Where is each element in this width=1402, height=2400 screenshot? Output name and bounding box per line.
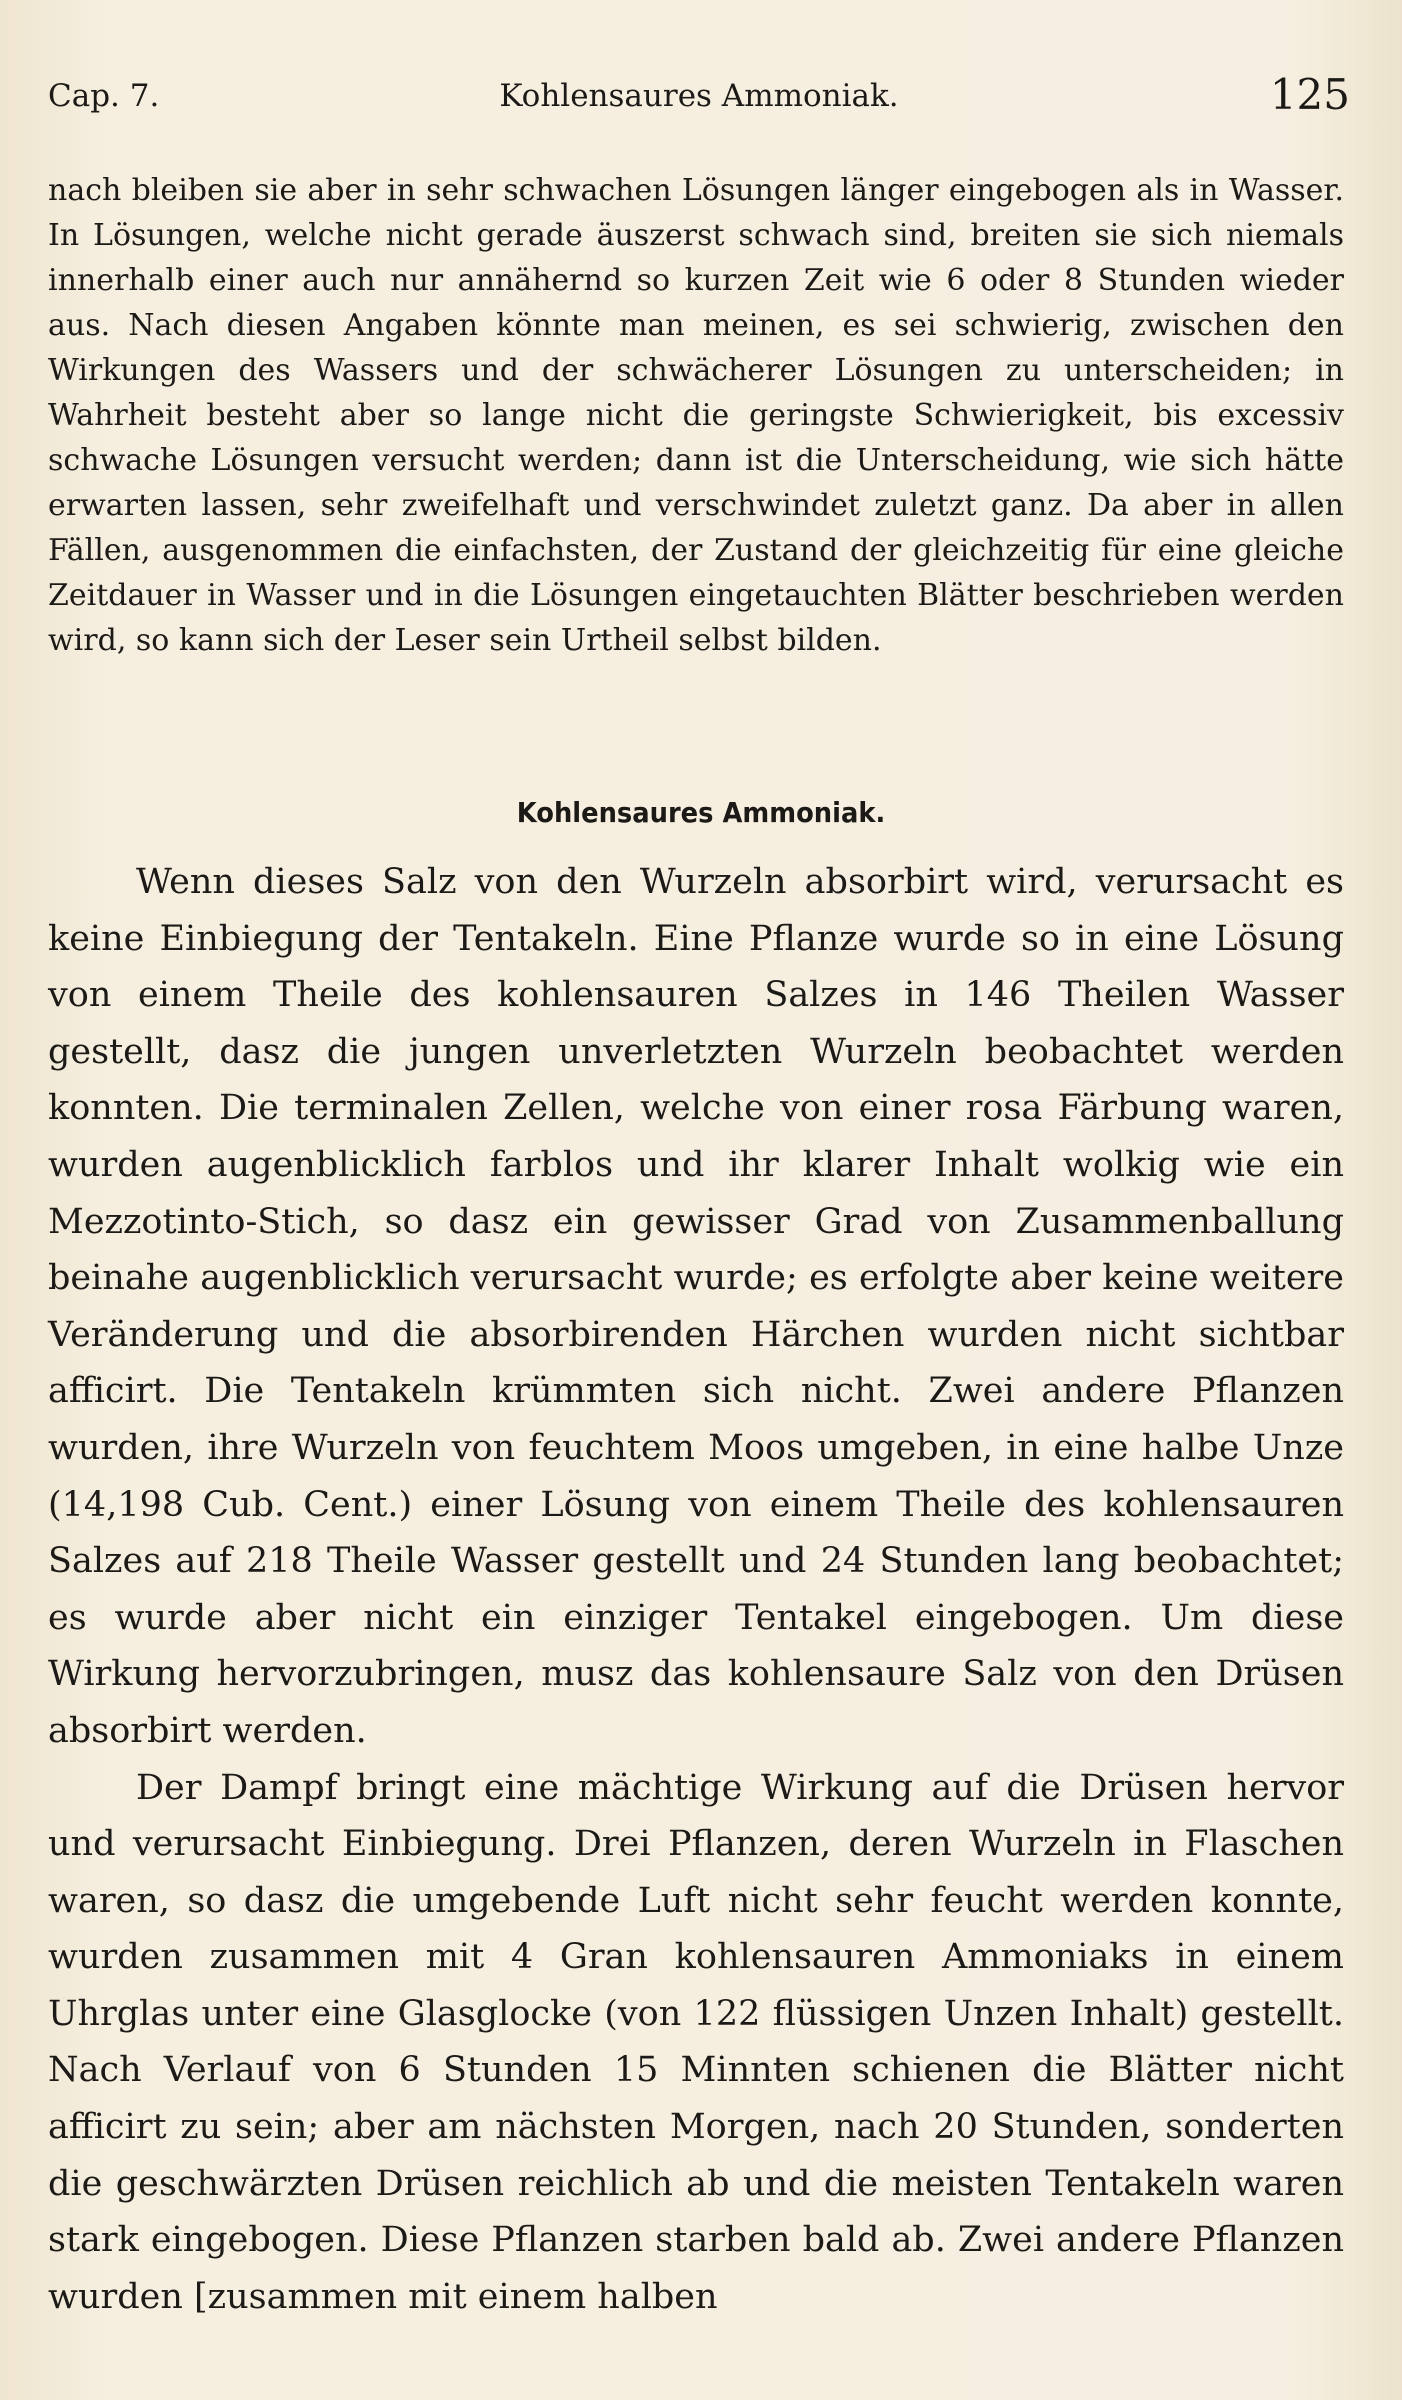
continued-paragraph (48, 168, 1344, 663)
section-heading: Kohlensaures Ammoniak. (516, 796, 886, 829)
chapter-label: Cap. 7. (48, 78, 160, 114)
section-body (48, 854, 1344, 2325)
page-header (48, 70, 1350, 128)
running-title: Kohlensaures Ammoniak. (499, 78, 899, 114)
small-paragraph-text: nach bleiben sie aber in sehr schwachen Lösungen länger eingebogen als in Wasser. In Lösungen, welche nicht gerade äuszerst schwach sind, breiten sie sich niemals innerhalb einer auch nur annähernd so kurzen Zeit wie 6 oder 8 Stunden wieder aus. Nach diesen Angaben könnte man meinen, es sei schwierig, zwischen den Wirkungen des Wassers und der schwächerer Lösungen zu unterscheiden; in Wahrheit besteht aber so lange nicht die geringste Schwierigkeit, bis excessiv schwache Lösungen versucht werden; dann ist die Unterscheidung, wie sich hätte erwarten lassen, sehr zweifelhaft und verschwindet zuletzt ganz. Da aber in allen Fällen, ausgenommen die einfachsten, der Zustand der gleichzeitig für eine gleiche Zeitdauer in Wasser und in die Lösungen eingetauchten Blätter beschrieben werden wird, so kann sich der Leser sein Urtheil selbst bilden. (48, 173, 1344, 658)
body-paragraph-1: Wenn dieses Salz von den Wurzeln absorbirt wird, verursacht es keine Einbiegung der Tentakeln. Eine Pflanze wurde so in eine Lösung von einem Theile des kohlensauren Salzes in 146 Theilen Wasser gestellt, dasz die jungen unverletzten Wurzeln beobachtet werden konnten. Die terminalen Zellen, welche von einer rosa Färbung waren, wurden augenblicklich farblos und ihr klarer Inhalt wolkig wie ein Mezzotinto-Stich, so dasz ein gewisser Grad von Zusammenballung beinahe augenblicklich verursacht wurde; es erfolgte aber keine weitere Veränderung und die absorbirenden Härchen wurden nicht sichtbar afficirt. Die Tentakeln krümmten sich nicht. Zwei andere Pflanzen wurden, ihre Wurzeln von feuchtem Moos umgeben, in eine halbe Unze (14,198 Cub. Cent.) einer Lösung von einem Theile des kohlensauren Salzes auf 218 Theile Wasser gestellt und 24 Stunden lang beobachtet; es wurde aber nicht ein einziger Tentakel eingebogen. Um diese Wirkung hervorzubringen, musz das kohlensaure Salz von den Drüsen absorbirt werden. (48, 862, 1344, 1751)
body-paragraph-2: Der Dampf bringt eine mächtige Wirkung auf die Drüsen hervor und verursacht Einbiegung. Drei Pflanzen, deren Wurzeln in Flaschen waren, so dasz die umgebende Luft nicht sehr feucht werden konnte, wurden zusammen mit 4 Gran kohlensauren Ammoniaks in einem Uhrglas unter eine Glasglocke (von 122 flüssigen Unzen Inhalt) gestellt. Nach Verlauf von 6 Stunden 15 Minnten schienen die Blätter nicht afficirt zu sein; aber am nächsten Morgen, nach 20 Stunden, sonderten die geschwärzten Drüsen reichlich ab und die meisten Tentakeln waren stark eingebogen. Diese Pflanzen starben bald ab. Zwei andere Pflanzen wurden [zusammen mit einem halben (48, 1767, 1344, 2317)
page-number: 125 (1269, 70, 1350, 119)
